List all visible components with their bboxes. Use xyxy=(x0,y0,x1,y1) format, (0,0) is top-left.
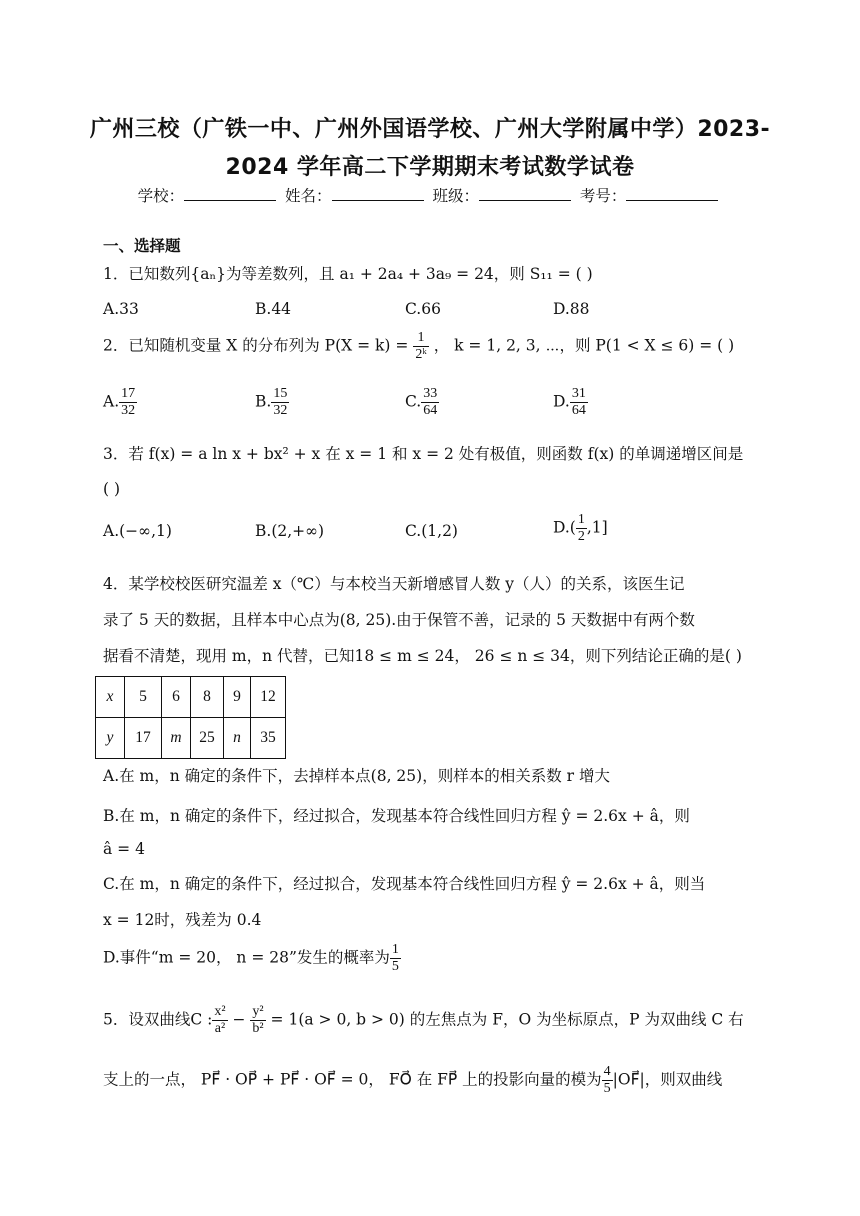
table-cell: 8 xyxy=(191,677,224,718)
q5-frac-2-num: y² xyxy=(250,1004,265,1021)
school-blank xyxy=(184,188,276,201)
q4-d-text: D.事件“m = 20， n = 28”发生的概率为 xyxy=(103,948,390,967)
q5-line2-num: 4 xyxy=(602,1064,613,1081)
table-cell: y xyxy=(96,718,125,759)
q4-option-b-line-2: â = 4 xyxy=(103,840,145,858)
q3-option-a: A.(−∞,1) xyxy=(103,522,172,540)
student-info-row xyxy=(0,184,860,206)
q2-stem-part-a: 2．已知随机变量 X 的分布列为 P(X = k) = xyxy=(103,336,409,355)
q2-b-letter: B. xyxy=(255,392,272,411)
q1-option-d: D.88 xyxy=(553,300,590,318)
table-cell: 25 xyxy=(191,718,224,759)
q3-stem-paren: ( ) xyxy=(103,480,121,498)
q5-line2-fraction xyxy=(602,1064,613,1097)
q3-option-b: B.(2,+∞) xyxy=(255,522,325,540)
q4-d-den: 5 xyxy=(391,959,399,975)
q3-option-d xyxy=(553,512,608,545)
q2-option-a xyxy=(103,386,137,419)
q5-frac-2-den: b² xyxy=(252,1021,264,1037)
id-blank xyxy=(626,188,718,201)
section-heading: 一、选择题 xyxy=(103,237,181,255)
exam-title-line-1: 广州三校（广铁一中、广州外国语学校、广州大学附属中学）2023- xyxy=(89,117,771,142)
q5-line2-den: 5 xyxy=(603,1081,611,1097)
q4-option-c-line-2: x = 12时，残差为 0.4 xyxy=(103,911,262,929)
q2-a-fraction xyxy=(119,386,137,419)
q2-d-letter: D. xyxy=(553,392,570,411)
q2-option-d xyxy=(553,386,588,419)
q2-d-num: 31 xyxy=(570,386,588,403)
q2-frac-numerator: 1 xyxy=(413,330,428,347)
q2-c-den: 64 xyxy=(423,403,438,419)
table-cell: 9 xyxy=(224,677,251,718)
q2-c-fraction xyxy=(421,386,439,419)
q2-b-den: 32 xyxy=(273,403,288,419)
q2-b-num: 15 xyxy=(271,386,289,403)
q2-frac-denominator: 2ᵏ xyxy=(415,347,427,363)
table-row-y xyxy=(96,718,286,759)
q2-c-num: 33 xyxy=(421,386,439,403)
q3-d-num: 1 xyxy=(576,512,587,529)
q1-stem: 1．已知数列{aₙ}为等差数列，且 a₁ + 2a₄ + 3a₉ = 24，则 S₁₁ = ( ) xyxy=(103,265,593,283)
table-cell: m xyxy=(162,718,191,759)
q2-stem-part-b: ， k = 1, 2, 3, ⋯，则 P(1 < X ≤ 6) = ( ) xyxy=(433,336,735,355)
q4-option-c-line-1: C.在 m，n 确定的条件下，经过拟合，发现基本符合线性回归方程 ŷ = 2.6x + â，则当 xyxy=(103,875,706,893)
q5-frac-1-den: a² xyxy=(214,1021,226,1037)
class-blank xyxy=(479,188,571,201)
q3-d-den: 2 xyxy=(577,529,585,545)
q3-stem: 3．若 f(x) = a ln x + bx² + x 在 x = 1 和 x = 2 处有极值，则函数 f(x) 的单调递增区间是 xyxy=(103,445,744,463)
school-label: 学校： xyxy=(137,187,185,205)
name-blank xyxy=(332,188,424,201)
q5-line2-a: 支上的一点， PF⃗ · OP⃗ + PF⃗ · OF⃗ = 0， FO⃗ 在 FP⃗ 上的投影向量的模为 xyxy=(103,1070,602,1089)
q1-option-b: B.44 xyxy=(255,300,292,318)
q3-option-c: C.(1,2) xyxy=(405,522,458,540)
q5-stem-b: = 1(a > 0, b > 0) 的左焦点为 F，O 为坐标原点，P 为双曲线 C 右 xyxy=(265,1010,744,1029)
table-cell: 12 xyxy=(251,677,286,718)
exam-title-line-2: 2024 学年高二下学期期末考试数学试卷 xyxy=(225,155,635,180)
q4-option-b-line-1: B.在 m，n 确定的条件下，经过拟合，发现基本符合线性回归方程 ŷ = 2.6x + â，则 xyxy=(103,807,690,825)
q3-d-prefix: D.( xyxy=(553,518,576,537)
name-label: 姓名： xyxy=(285,187,332,205)
table-cell: 35 xyxy=(251,718,286,759)
q3-d-fraction xyxy=(576,512,587,545)
q2-d-fraction xyxy=(570,386,588,419)
table-cell: n xyxy=(224,718,251,759)
q5-frac-1 xyxy=(212,1004,227,1037)
q4-option-a: A.在 m，n 确定的条件下，去掉样本点(8, 25)，则样本的相关系数 r 增大 xyxy=(103,767,610,785)
q1-option-a: A.33 xyxy=(103,300,139,318)
q5-frac-2 xyxy=(250,1004,265,1037)
q5-minus: − xyxy=(227,1010,251,1029)
q2-stem xyxy=(103,330,734,363)
q3-d-tail: ,1] xyxy=(586,518,608,537)
q5-frac-1-num: x² xyxy=(212,1004,227,1021)
q5-stem-a: 5．设双曲线C : xyxy=(103,1010,213,1029)
table-row-x xyxy=(96,677,286,718)
q2-c-letter: C. xyxy=(405,392,422,411)
q5-line2-b: |OF⃗|，则双曲线 xyxy=(612,1070,723,1089)
q4-stem-line-1: 4．某学校校医研究温差 x（℃）与本校当天新增感冒人数 y（人）的关系，该医生记 xyxy=(103,575,685,593)
q4-data-table xyxy=(95,676,286,759)
q5-stem-line-2 xyxy=(103,1064,722,1097)
table-cell: 17 xyxy=(125,718,162,759)
q4-stem-line-2: 录了 5 天的数据，且样本中心点为(8, 25).由于保管不善，记录的 5 天数据中有两个数 xyxy=(103,611,695,629)
q2-option-b xyxy=(255,386,289,419)
id-label: 考号： xyxy=(579,187,627,205)
class-label: 班级： xyxy=(432,187,479,205)
table-cell: x xyxy=(96,677,125,718)
q4-d-num: 1 xyxy=(390,942,401,959)
q2-a-den: 32 xyxy=(121,403,136,419)
q4-d-fraction xyxy=(390,942,401,975)
q2-a-letter: A. xyxy=(103,392,120,411)
q5-stem-line-1 xyxy=(103,1004,744,1037)
q2-option-c xyxy=(405,386,439,419)
q4-option-d xyxy=(103,942,401,975)
q1-option-c: C.66 xyxy=(405,300,441,318)
table-cell: 5 xyxy=(125,677,162,718)
q2-d-den: 64 xyxy=(571,403,586,419)
q4-stem-line-3: 据看不清楚，现用 m，n 代替，已知18 ≤ m ≤ 24， 26 ≤ n ≤ 34，则下列结论正确的是( ) xyxy=(103,647,742,665)
table-cell: 6 xyxy=(162,677,191,718)
q2-b-fraction xyxy=(271,386,289,419)
q2-a-num: 17 xyxy=(119,386,137,403)
q2-fraction xyxy=(413,330,428,363)
